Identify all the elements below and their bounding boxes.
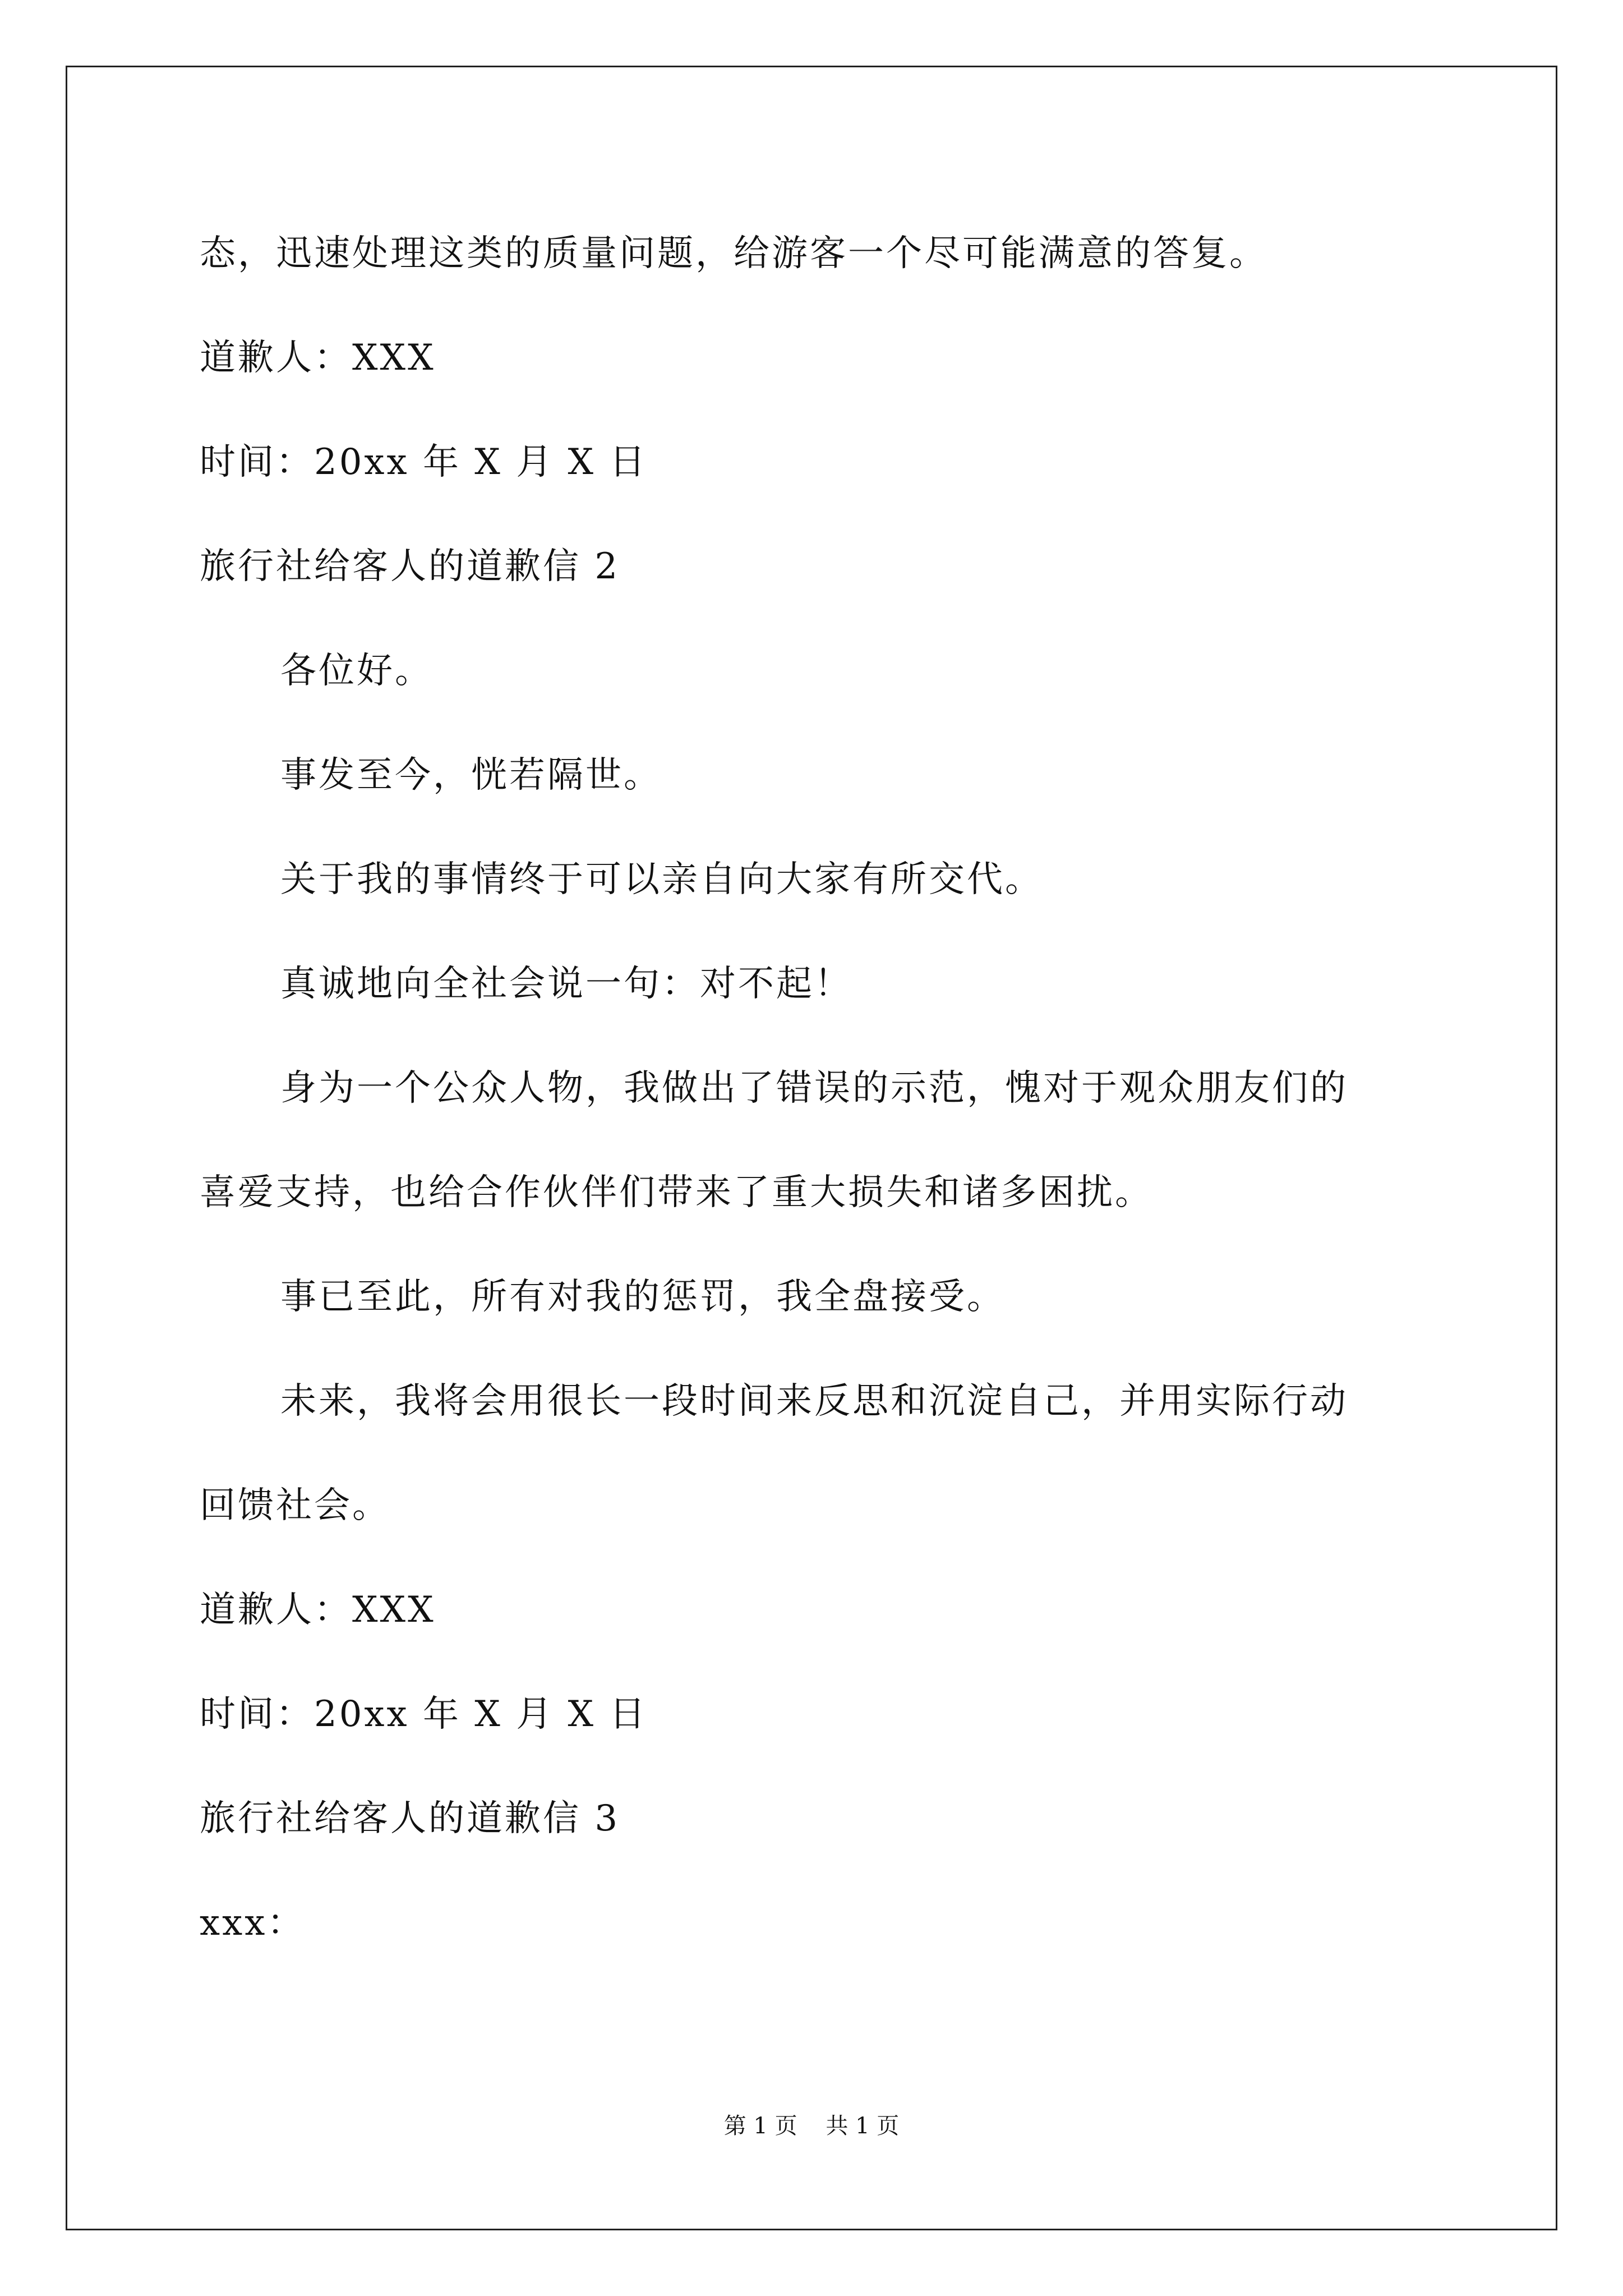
paragraph-line: 事发至今，恍若隔世。 xyxy=(280,754,662,796)
paragraph-line: 未来，我将会用很长一段时间来反思和沉淀自己，并用实际行动 xyxy=(280,1381,1348,1422)
paragraph-line: 真诚地向全社会说一句：对不起！ xyxy=(280,963,852,1005)
paragraph-line: 身为一个公众人物，我做出了错误的示范，愧对于观众朋友们的 xyxy=(280,1068,1348,1109)
section-heading: 旅行社给客人的道歉信 3 xyxy=(200,1798,620,1839)
section-heading: 旅行社给客人的道歉信 2 xyxy=(200,546,620,587)
paragraph-line: 事已至此，所有对我的惩罚，我全盘接受。 xyxy=(280,1276,1005,1318)
page-footer: 第 1 页 共 1 页 xyxy=(723,2113,900,2139)
date-line: 时间：20xx 年 X 月 X 日 xyxy=(200,1694,648,1735)
paragraph-line: 态，迅速处理这类的质量问题，给游客一个尽可能满意的答复。 xyxy=(200,233,1267,274)
paragraph-line: 回馈社会。 xyxy=(200,1485,390,1526)
paragraph-line: 各位好。 xyxy=(280,650,433,692)
paragraph-line: 喜爱支持，也给合作伙伴们带来了重大损失和诸多困扰。 xyxy=(200,1172,1153,1213)
date-line: 时间：20xx 年 X 月 X 日 xyxy=(200,441,648,483)
signer-line: 道歉人：XXX xyxy=(200,337,436,379)
salutation-line: xxx： xyxy=(200,1902,306,1944)
paragraph-line: 关于我的事情终于可以亲自向大家有所交代。 xyxy=(280,859,1043,900)
signer-line: 道歉人：XXX xyxy=(200,1589,436,1631)
